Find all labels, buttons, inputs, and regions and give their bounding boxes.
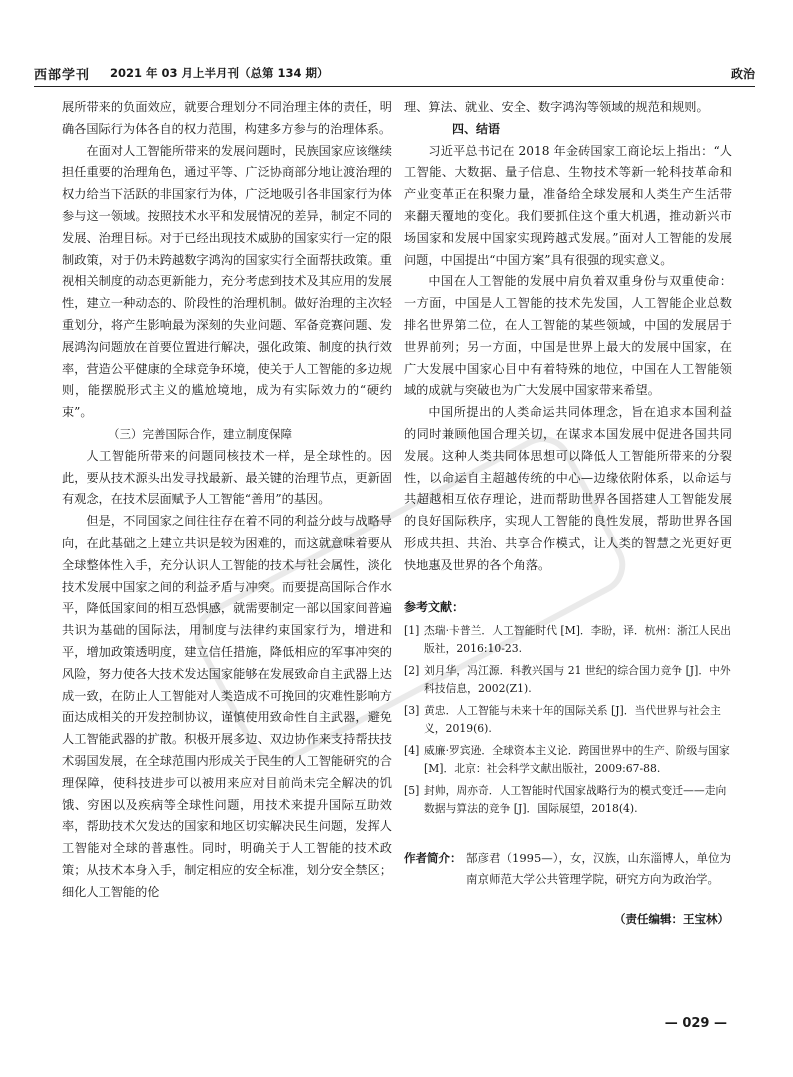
right-column (404, 97, 732, 822)
reference-text: 杰瑞·卡普兰．人工智能时代 [M]．李盼，译．杭州：浙江人民出版社，2016:10-23. (424, 624, 732, 656)
reference-item (404, 622, 732, 658)
section-heading: 四、结语 (452, 121, 501, 136)
reference-text: 封帅，周亦奇．人工智能时代国家战略行为的模式变迁——走向数据与算法的竞争 [J]．国际展望，2018(4). (424, 784, 727, 816)
author-bio (404, 848, 732, 890)
paragraph: 人工智能所带来的问题同核技术一样，是全球性的。因此，要从技术源头出发寻找最新、最关键的治理节点，更新固有观念，在技术层面赋予人工智能“善用”的基因。 (62, 448, 392, 507)
author-text: 郜彦君（1995—），女，汉族，山东淄博人，单位为南京师范大学公共管理学院，研究方向为政治学。 (466, 851, 732, 886)
page-number: — 029 — (664, 1016, 727, 1031)
reference-item (404, 742, 732, 778)
paragraph: 习近平总书记在 2018 年金砖国家工商论坛上指出：“人工智能、大数据、量子信息、生物技术等新一轮科技革命和产业变革正在积聚力量，准备给全球发展和人类生产生活带来翻天覆地的变化。我们要抓住这个重大机遇，推动新兴市场国家和发展中国家实现跨越式发展。”面对人工智能的发展问题，中国提出“中国方案”具有很强的现实意义。 (404, 143, 732, 267)
journal-issue: 2021 年 03 月上半月刊（总第 134 期） (110, 66, 329, 80)
reference-text: 黄忠．人工智能与未来十年的国际关系 [J]．当代世界与社会主义，2019(6). (424, 704, 721, 736)
paragraph: 中国在人工智能的发展中肩负着双重身份与双重使命：一方面，中国是人工智能的技术先发国，人工智能企业总数排名世界第二位，在人工智能的某些领域，中国的发展居于世界前列；另一方面，中国是世界上最大的发展中国家，在广大发展中国家心目中有着特殊的地位，中国在人工智能领域的成就与突破也为广大发展中国家带来希望。 (404, 274, 732, 398)
journal-name: 西部学刊 (34, 68, 91, 83)
reference-item (404, 702, 732, 738)
responsible-editor: （责任编辑：王宝林） (614, 912, 729, 926)
reference-number: [2] (404, 664, 420, 678)
reference-number: [5] (404, 784, 420, 798)
reference-text: 威廉·罗宾逊．全球资本主义论．跨国世界中的生产、阶级与国家 [M]．北京：社会科学文献出版社，2009:67-88. (424, 744, 730, 776)
header-rule (34, 86, 755, 87)
reference-item (404, 782, 732, 818)
paragraph: 中国所提出的人类命运共同体理念，旨在追求本国利益的同时兼顾他国合理关切，在谋求本国发展中促进各国共同发展。这种人类共同体思想可以降低人工智能所带来的分裂性，以命运自主超越传统的中心—边缘依附体系，以命运与共超越相互依存理论，进而帮助世界各国搭建人工智能发展的良好国际秩序，实现人工智能的良性发展，帮助世界各国形成共担、共治、共享合作模式，让人类的智慧之光更好更快地惠及世界的各个角落。 (404, 405, 732, 572)
reference-number: [3] (404, 704, 420, 718)
paragraph: 展所带来的负面效应，就要合理划分不同治理主体的责任，明确各国际行为体各自的权力范围，构建多方参与的治理体系。 (62, 100, 392, 136)
references-title: 参考文献： (404, 599, 465, 614)
reference-number: [4] (404, 744, 420, 758)
subsection-heading: （三）完善国际合作，建立制度保障 (108, 426, 292, 441)
reference-item (404, 662, 732, 698)
paragraph: 但是，不同国家之间往往存在着不同的利益分歧与战略导向，在此基础之上建立共识是较为困难的，而这就意味着要从全球整体性入手，充分认识人工智能的技术与社会属性，淡化技术发展中国家之间的利益矛盾与冲突。而要提高国际合作水平，降低国家间的相互恐惧感，就需要制定一部以国家间普遍共识为基础的国际法，用制度与法律约束国家行为，增进和平，增加政策透明度，建立信任措施，降低相应的军事冲突的风险，努力使各大技术发达国家能够在发展致命自主武器上达成一致，在防止人工智能对人类造成不可挽回的灾难性影响方面达成相关的开发控制协议，谨慎使用致命性自主武器，避免人工智能武器的扩散。积极开展多边、双边协作来支持帮扶技术弱国发展，在全球范围内形成关于民生的人工智能研究的合理保障，使科技进步可以被用来应对目前尚未完全解决的饥饿、穷困以及疾病等全球性问题，用技术来提升国际互助效率，帮助技术欠发达的国家和地区切实解决民生问题，发挥人工智能对全球的普惠性。同时，明确关于人工智能的技术政策；从技术本身入手，制定相应的安全标准，划分安全禁区；细化人工智能的伦 (62, 514, 392, 899)
left-column (62, 97, 392, 903)
paragraph: 在面对人工智能所带来的发展问题时，民族国家应该继续担任重要的治理角色，通过平等、广泛协商部分地让渡治理的权力给当下活跃的非国家行为体，广泛地吸引各非国家行为体参与这一领域。按照技术水平和发展情况的差异，制定不同的发展、治理目标。对于已经出现技术威胁的国家实行一定的限制政策，对于仍未跨越数字鸿沟的国家实行全面帮扶政策。重视相关制度的动态更新能力，充分考虑到技术及其应用的发展性，建立一种动态的、阶段性的治理机制。做好治理的主次轻重划分，将产生影响最为深刻的失业问题、军备竞赛问题、发展鸿沟问题放在首要位置进行解决，强化政策、制度的执行效率，营造公平健康的全球竞争环境，使关于人工智能的多边规则，能摆脱形式主义的尴尬境地，成为有实际效力的“硬约束”。 (62, 143, 392, 420)
paragraph: 理、算法、就业、安全、数字鸿沟等领域的规范和规则。 (404, 100, 709, 114)
page-header (34, 62, 755, 84)
reference-text: 刘月华，冯江源．科教兴国与 21 世纪的综合国力竞争 [J]．中外科技信息，2002(Z1). (424, 664, 731, 696)
reference-number: [1] (404, 624, 420, 638)
section-name: 政治 (730, 67, 755, 81)
author-label: 作者简介： (404, 851, 462, 865)
